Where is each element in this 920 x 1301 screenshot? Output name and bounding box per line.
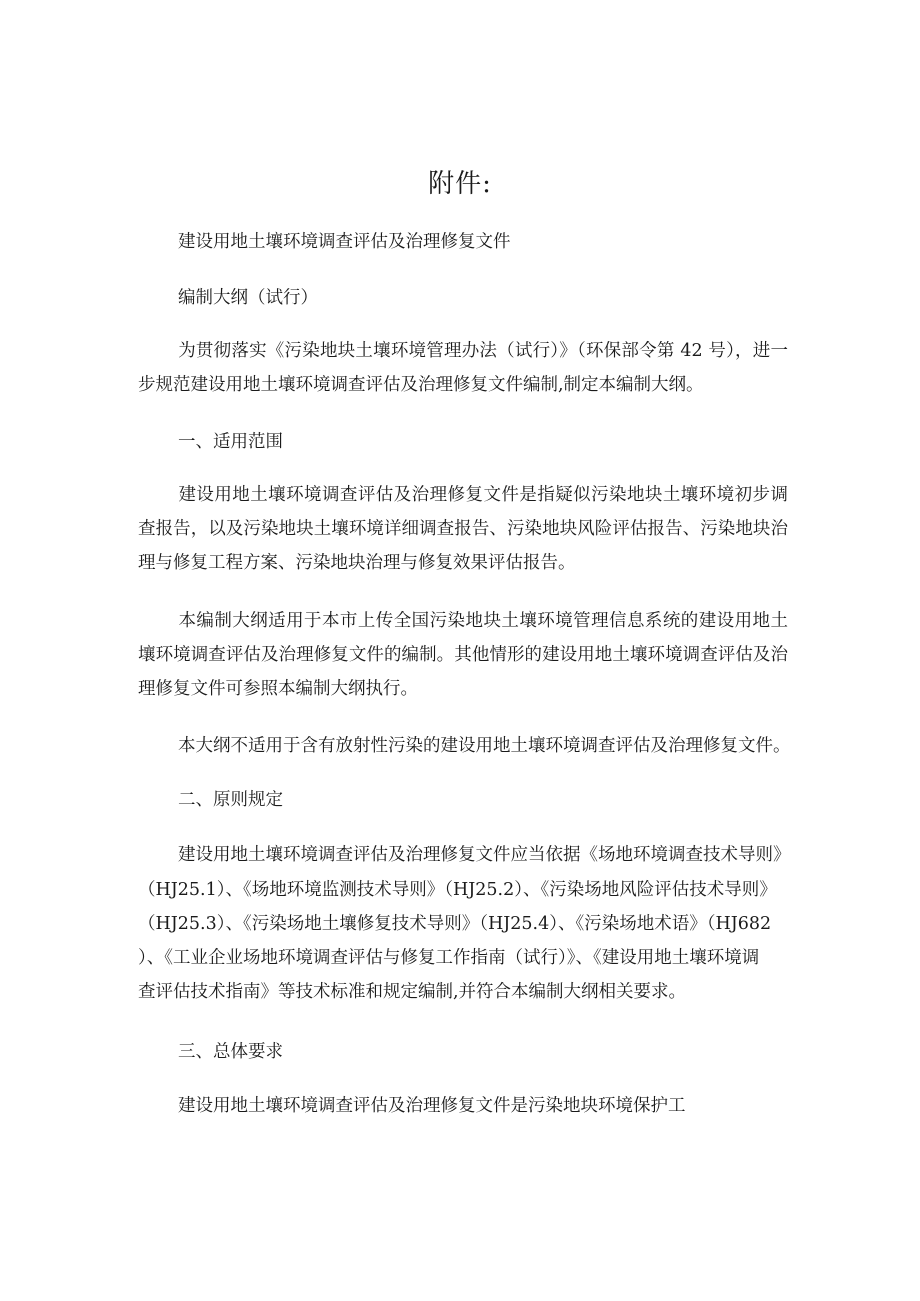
- section-1-paragraph-3: 本大纲不适用于含有放射性污染的建设用地土壤环境调查评估及治理修复文件。: [178, 736, 791, 756]
- section-1-heading: 一、适用范围: [178, 432, 283, 452]
- section-2-line-4: ）、《工业企业场地环境调查评估与修复工作指南（试行）》、《建设用地土壤环境调: [138, 948, 760, 968]
- section-2-line-1: 建设用地土壤环境调查评估及治理修复文件应当依据《场地环境调查技术导则》: [178, 845, 791, 865]
- intro-paragraph: [138, 334, 788, 402]
- subtitle-line-2: 编制大纲（试行）: [178, 288, 318, 308]
- subtitle-line-1: 建设用地土壤环境调查评估及治理修复文件: [178, 232, 511, 252]
- section-1-paragraph-2: [138, 604, 788, 706]
- section-1-paragraph-1-text: 建设用地土壤环境调查评估及治理修复文件是指疑似污染地块土壤环境初步调查报告，以及污染地块土壤环境详细调查报告、污染地块风险评估报告、污染地块治理与修复工程方案、污染地块治理与修复效果评估报告。: [138, 485, 788, 573]
- section-3-paragraph-1: 建设用地土壤环境调查评估及治理修复文件是污染地块环境保护工: [178, 1096, 686, 1116]
- document-title: 附件:: [428, 169, 492, 199]
- intro-text: 为贯彻落实《污染地块土壤环境管理办法（试行）》（环保部令第 42 号），进一步规范建设用地土壤环境调查评估及治理修复文件编制,制定本编制大纲。: [138, 341, 788, 395]
- section-2-heading: 二、原则规定: [178, 790, 283, 810]
- section-3-heading: 三、总体要求: [178, 1042, 283, 1062]
- section-2-line-5: 查评估技术指南》等技术标准和规定编制,并符合本编制大纲相关要求。: [138, 982, 687, 1002]
- section-2-line-2: （HJ25.1）、《场地环境监测技术导则》（HJ25.2）、《污染场地风险评估技术导则》: [138, 880, 777, 900]
- section-2-line-3: （HJ25.3）、《污染场地土壤修复技术导则》（HJ25.4）、《污染场地术语》（HJ682: [138, 914, 772, 934]
- section-1-paragraph-2-text: 本编制大纲适用于本市上传全国污染地块土壤环境管理信息系统的建设用地土壤环境调查评估及治理修复文件的编制。其他情形的建设用地土壤环境调查评估及治理修复文件可参照本编制大纲执行。: [138, 611, 788, 699]
- section-1-paragraph-1: [138, 478, 788, 580]
